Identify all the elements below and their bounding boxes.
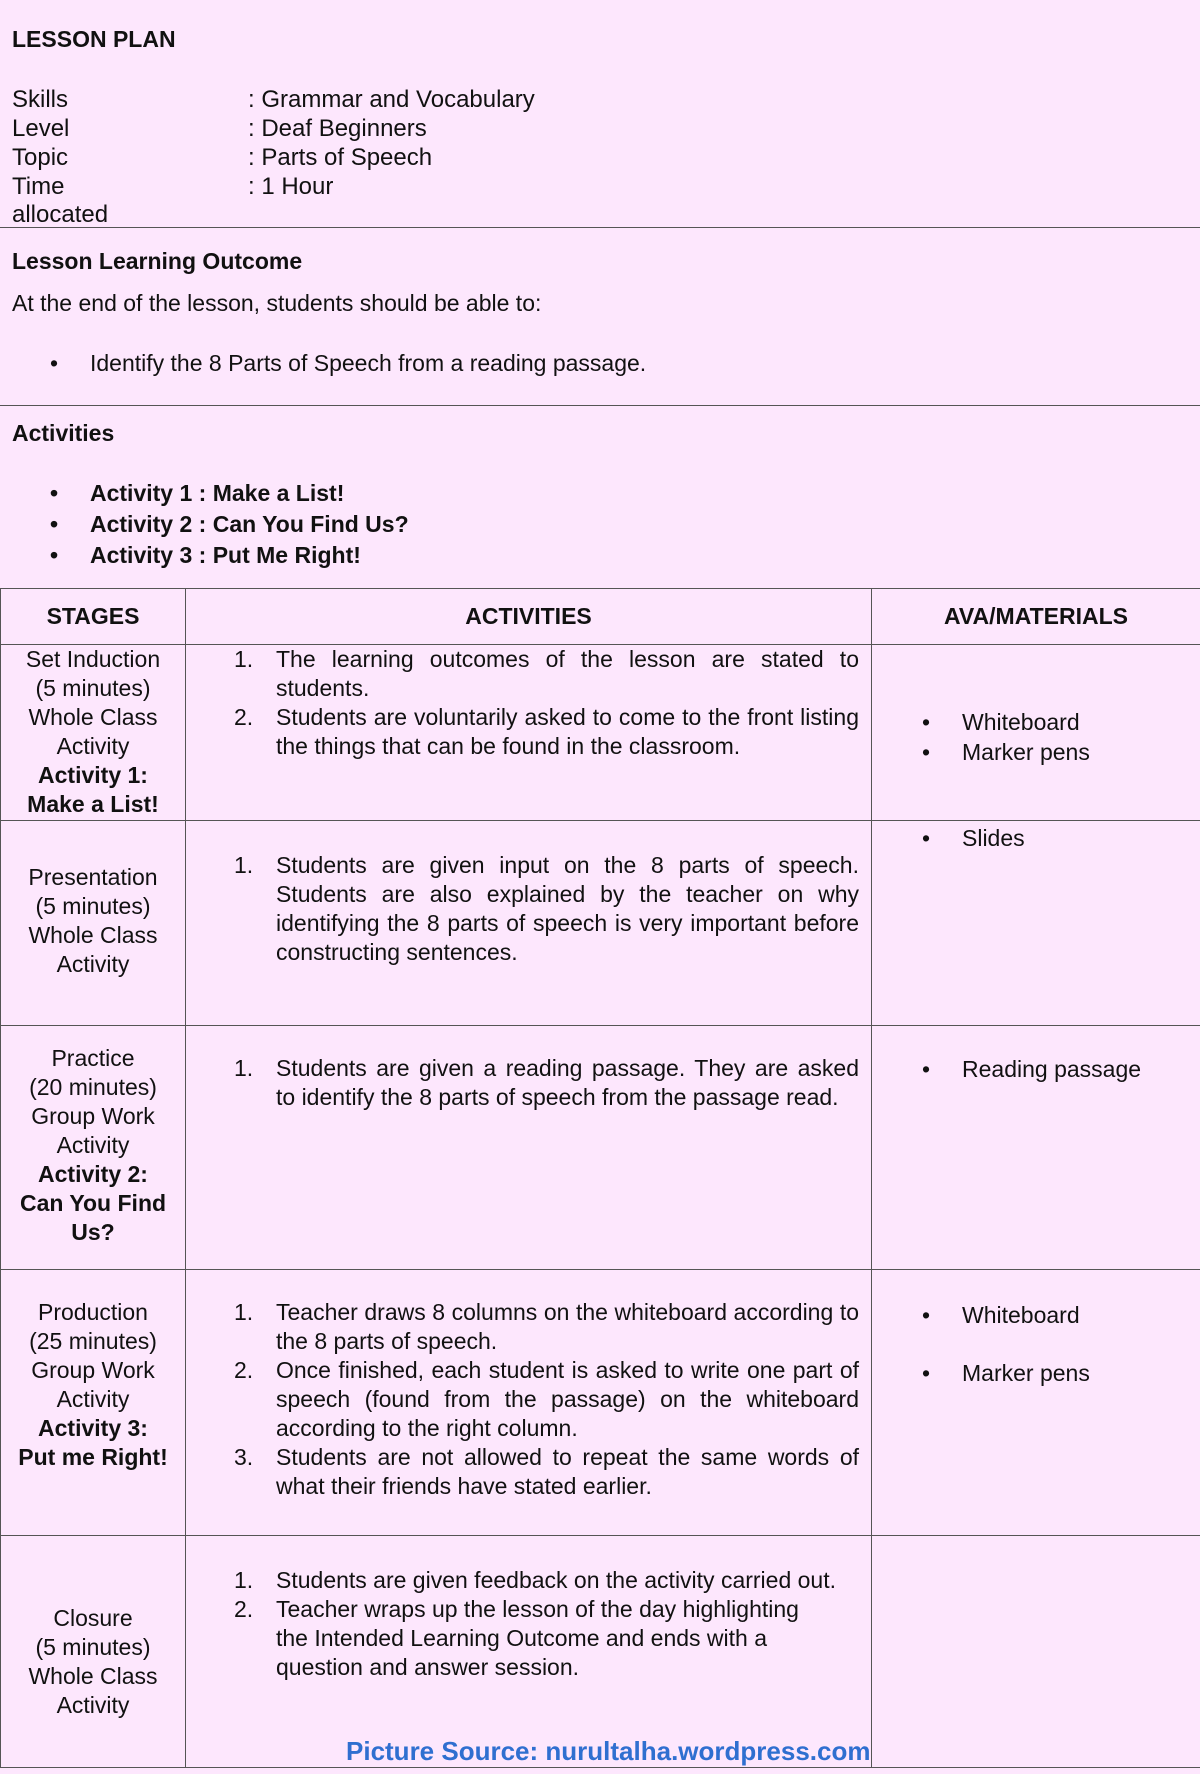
step-text: Once finished, each student is asked to write one part of speech (found from the passage) on the whiteboard according to the right column. bbox=[276, 1357, 859, 1441]
activities-cell bbox=[186, 645, 872, 821]
stage-duration: (5 minutes) bbox=[35, 675, 151, 701]
step-text: Students are given a reading passage. They are asked to identify the 8 parts of speech from the passage read. bbox=[276, 1055, 859, 1110]
material-text: Whiteboard bbox=[962, 1302, 1080, 1328]
table-row bbox=[1, 1270, 1200, 1536]
activity-steps bbox=[186, 851, 871, 967]
materials-cell bbox=[872, 821, 1200, 1026]
info-value: : Grammar and Vocabulary bbox=[248, 86, 535, 113]
info-label: Topic bbox=[12, 144, 69, 171]
step-number: 2. bbox=[234, 1596, 254, 1622]
stage-duration: (20 minutes) bbox=[29, 1074, 157, 1100]
stage-activity: Activity 1: bbox=[38, 762, 148, 788]
stage-cell bbox=[1, 1270, 186, 1536]
activities-cell bbox=[186, 1536, 872, 1768]
info-value: : Deaf Beginners bbox=[248, 115, 427, 142]
stage-duration: (5 minutes) bbox=[35, 893, 151, 919]
activity-steps bbox=[186, 1054, 871, 1112]
stage-duration: (5 minutes) bbox=[35, 1634, 151, 1660]
section-heading: Activities bbox=[12, 420, 115, 446]
step-number: 1. bbox=[234, 646, 254, 672]
table-header-row bbox=[1, 589, 1200, 645]
materials-cell bbox=[872, 1270, 1200, 1536]
activity-item bbox=[50, 480, 344, 507]
list-item bbox=[186, 703, 859, 761]
step-text: Teacher draws 8 columns on the whiteboard according to the 8 parts of speech. bbox=[276, 1299, 859, 1354]
bullet-icon: • bbox=[922, 1056, 931, 1082]
materials-list bbox=[872, 823, 1200, 853]
stage-grouping: Activity bbox=[56, 1386, 130, 1412]
list-item bbox=[186, 1566, 859, 1595]
stage-name: Set Induction bbox=[25, 646, 161, 672]
stage-grouping: Whole Class bbox=[28, 704, 158, 730]
stage-grouping: Group Work bbox=[31, 1357, 155, 1383]
column-header-stages: STAGES bbox=[1, 589, 186, 645]
activity-text: Activity 1 : Make a List! bbox=[90, 480, 345, 506]
bullet-icon: • bbox=[50, 480, 59, 506]
stage-name: Practice bbox=[51, 1045, 135, 1071]
material-text: Whiteboard bbox=[962, 709, 1080, 735]
list-item bbox=[186, 1443, 859, 1501]
materials-list bbox=[872, 707, 1200, 767]
table-row bbox=[1, 1536, 1200, 1768]
activity-steps bbox=[186, 1298, 871, 1501]
stage-grouping: Activity bbox=[56, 951, 130, 977]
activities-cell bbox=[186, 821, 872, 1026]
activity-text: Activity 2 : Can You Find Us? bbox=[90, 511, 409, 537]
bullet-icon: • bbox=[922, 1302, 931, 1328]
materials-cell bbox=[872, 1536, 1200, 1768]
stage-name: Production bbox=[38, 1299, 148, 1325]
material-text: Slides bbox=[962, 825, 1025, 851]
stage-grouping: Group Work bbox=[31, 1103, 155, 1129]
material-text: Marker pens bbox=[962, 1360, 1090, 1386]
outcome-item bbox=[50, 350, 646, 377]
stage-grouping: Whole Class bbox=[28, 1663, 158, 1689]
lesson-info-section bbox=[0, 0, 1200, 228]
activity-text: Activity 3 : Put Me Right! bbox=[90, 542, 361, 568]
activities-cell bbox=[186, 1026, 872, 1270]
stage-name: Presentation bbox=[28, 864, 158, 890]
step-text: Students are given feedback on the activity carried out. bbox=[276, 1567, 836, 1593]
step-number: 1. bbox=[234, 1055, 254, 1081]
step-text: The learning outcomes of the lesson are stated to students. bbox=[276, 646, 859, 701]
stage-cell bbox=[1, 1026, 186, 1270]
step-text: Students are given input on the 8 parts of speech. Students are also explained by the teacher on why identifying the 8 parts of speech is very important before constructing sentences. bbox=[276, 852, 859, 965]
info-label: Level bbox=[12, 115, 70, 142]
lesson-stages-table bbox=[0, 588, 1200, 1768]
table-row bbox=[1, 645, 1200, 821]
info-value: : 1 Hour bbox=[248, 173, 334, 200]
list-item bbox=[186, 1356, 859, 1443]
step-text: Students are not allowed to repeat the same words of what their friends have stated earlier. bbox=[276, 1444, 859, 1499]
step-number: 2. bbox=[234, 704, 254, 730]
bullet-icon: • bbox=[50, 350, 59, 376]
stage-activity: Can You Find bbox=[19, 1190, 167, 1216]
info-label: Skills bbox=[12, 86, 69, 113]
step-text: Teacher wraps up the lesson of the day highlighting the Intended Learning Outcome and ends with a question and answer session. bbox=[276, 1596, 799, 1680]
stage-name: Closure bbox=[53, 1605, 133, 1631]
bullet-icon: • bbox=[50, 542, 59, 568]
activity-steps bbox=[186, 1566, 871, 1682]
activity-item bbox=[50, 511, 409, 538]
materials-cell bbox=[872, 645, 1200, 821]
step-text: Students are voluntarily asked to come to the front listing the things that can be found in the classroom. bbox=[276, 704, 859, 759]
stage-activity: Activity 2: bbox=[38, 1161, 148, 1187]
activity-steps bbox=[186, 645, 871, 761]
stage-activity: Put me Right! bbox=[18, 1444, 168, 1470]
picture-source-caption: Picture Source: nurultalha.wordpress.com bbox=[346, 1736, 871, 1766]
stage-activity: Us? bbox=[71, 1219, 115, 1245]
step-number: 3. bbox=[234, 1444, 254, 1470]
activities-section bbox=[0, 406, 1200, 588]
step-number: 2. bbox=[234, 1357, 254, 1383]
step-number: 1. bbox=[234, 1567, 254, 1593]
bullet-icon: • bbox=[922, 709, 931, 735]
list-item bbox=[872, 707, 1200, 737]
stage-grouping: Activity bbox=[56, 1692, 130, 1718]
activity-item bbox=[50, 542, 361, 569]
stage-duration: (25 minutes) bbox=[29, 1328, 157, 1354]
list-item bbox=[186, 1298, 859, 1356]
list-item bbox=[872, 737, 1200, 767]
bullet-icon: • bbox=[50, 511, 59, 537]
bullet-icon: • bbox=[922, 1360, 931, 1386]
section-heading: Lesson Learning Outcome bbox=[12, 248, 303, 274]
page-title: LESSON PLAN bbox=[12, 26, 176, 52]
list-item bbox=[186, 1595, 859, 1682]
stage-cell bbox=[1, 821, 186, 1026]
list-item bbox=[872, 1358, 1200, 1388]
step-number: 1. bbox=[234, 852, 254, 878]
list-item bbox=[872, 823, 1200, 853]
list-item bbox=[872, 1300, 1200, 1330]
info-label: Time allocated bbox=[12, 173, 109, 228]
outcome-intro: At the end of the lesson, students should be able to: bbox=[12, 290, 542, 316]
bullet-icon: • bbox=[922, 825, 931, 851]
outcome-text: Identify the 8 Parts of Speech from a reading passage. bbox=[90, 350, 647, 376]
materials-list bbox=[872, 1054, 1200, 1084]
table-row bbox=[1, 1026, 1200, 1270]
step-number: 1. bbox=[234, 1299, 254, 1325]
stage-cell bbox=[1, 645, 186, 821]
list-item bbox=[186, 645, 859, 703]
learning-outcome-section bbox=[0, 228, 1200, 406]
stage-activity: Activity 3: bbox=[38, 1415, 148, 1441]
list-item bbox=[186, 1054, 859, 1112]
bullet-icon: • bbox=[922, 739, 931, 765]
stage-cell bbox=[1, 1536, 186, 1768]
activities-cell bbox=[186, 1270, 872, 1536]
stage-activity: Make a List! bbox=[27, 791, 159, 817]
materials-list bbox=[872, 1300, 1200, 1388]
column-header-materials: AVA/MATERIALS bbox=[872, 589, 1200, 645]
table-row bbox=[1, 821, 1200, 1026]
info-value: : Parts of Speech bbox=[248, 144, 433, 171]
stage-grouping: Whole Class bbox=[28, 922, 158, 948]
list-item bbox=[186, 851, 859, 967]
stage-grouping: Activity bbox=[56, 733, 130, 759]
materials-cell bbox=[872, 1026, 1200, 1270]
stage-grouping: Activity bbox=[56, 1132, 130, 1158]
column-header-activities: ACTIVITIES bbox=[186, 589, 872, 645]
material-text: Marker pens bbox=[962, 739, 1090, 765]
list-item bbox=[872, 1054, 1200, 1084]
material-text: Reading passage bbox=[962, 1056, 1142, 1082]
